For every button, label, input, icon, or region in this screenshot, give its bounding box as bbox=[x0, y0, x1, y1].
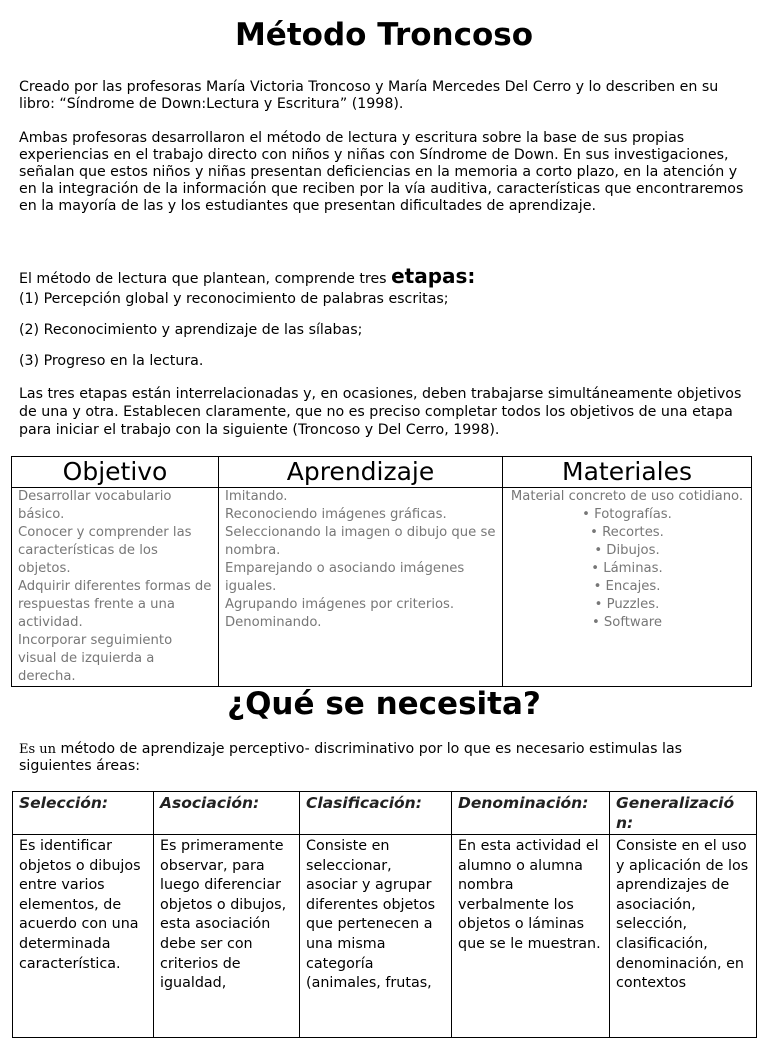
stages-intro bbox=[19, 264, 749, 291]
header-denominacion: Denominación: bbox=[452, 792, 610, 835]
materiales-cell bbox=[503, 488, 752, 687]
materiales-item: • Láminas. bbox=[591, 561, 663, 576]
header-aprendizaje: Aprendizaje bbox=[219, 457, 503, 488]
aprendizaje-item: Emparejando o asociando imágenes iguales. bbox=[225, 561, 465, 594]
areas-table-header bbox=[13, 792, 757, 835]
header-generalizacion: Generalización: bbox=[610, 792, 757, 835]
stage-2: (2) Reconocimiento y aprendizaje de las sílabas; bbox=[19, 322, 363, 338]
objectives-table bbox=[11, 456, 752, 687]
stage-3: (3) Progreso en la lectura. bbox=[19, 353, 204, 369]
seleccion-cell: Es identificar objetos o dibujos entre varios elementos, de acuerdo con una determinada característica. bbox=[13, 835, 154, 1038]
need-paragraph bbox=[19, 741, 749, 775]
objectives-table-header bbox=[12, 457, 752, 488]
section-subtitle: ¿Qué se necesita? bbox=[227, 686, 541, 722]
need-text: método de aprendizaje perceptivo- discriminativo por lo que es necesario estimulas las siguientes áreas: bbox=[19, 741, 683, 774]
need-es-un: Es un bbox=[19, 742, 57, 757]
stages-word: etapas: bbox=[391, 264, 476, 288]
intro-paragraph: Creado por las profesoras María Victoria Troncoso y María Mercedes Del Cerro y lo describen en su libro: “Síndrome de Down:Lectura y Escritura” (1998). bbox=[19, 79, 719, 112]
areas-table bbox=[12, 791, 757, 1038]
stage-1: (1) Percepción global y reconocimiento de palabras escritas; bbox=[19, 291, 449, 307]
header-asociacion: Asociación: bbox=[154, 792, 300, 835]
aprendizaje-item: Seleccionando la imagen o dibujo que se nombra. bbox=[225, 525, 496, 558]
objetivo-item: Adquirir diferentes formas de respuestas frente a una actividad. bbox=[18, 579, 212, 630]
materiales-item: • Dibujos. bbox=[594, 543, 660, 558]
header-clasificacion: Clasificación: bbox=[300, 792, 452, 835]
header-objetivo: Objetivo bbox=[12, 457, 219, 488]
materiales-item: • Puzzles. bbox=[594, 597, 660, 612]
header-materiales: Materiales bbox=[503, 457, 752, 488]
stages-relation-paragraph: Las tres etapas están interrelacionadas y, en ocasiones, deben trabajarse simultáneamente objetivos de una y otra. Establecen claramente, que no es preciso completar todos los objetivos de una etapa para iniciar el trabajo con la siguiente (Troncoso y Del Cerro, 1998). bbox=[19, 386, 742, 438]
objetivo-item: Incorporar seguimiento visual de izquierda a derecha. bbox=[18, 633, 173, 684]
clasificacion-cell: Consiste en seleccionar, asociar y agrupar diferentes objetos que pertenecen a una misma categoría (animales, frutas, bbox=[300, 835, 452, 1038]
aprendizaje-item: Imitando. bbox=[225, 489, 288, 504]
description-paragraph: Ambas profesoras desarrollaron el método de lectura y escritura sobre la base de sus propias experiencias en el trabajo directo con niños y niñas con Síndrome de Down. En sus investigaciones, señalan que estos niños y niñas presentan deficiencias en la memoria a corto plazo, en la atención y en la integración de la información que reciben por la vía auditiva, características que encontraremos en la mayoría de las y los estudiantes que presentan dificultades de aprendizaje. bbox=[19, 130, 744, 214]
materiales-item: • Recortes. bbox=[590, 525, 664, 540]
areas-table-row bbox=[13, 835, 757, 1038]
aprendizaje-item: Agrupando imágenes por criterios. bbox=[225, 597, 455, 612]
aprendizaje-item: Reconociendo imágenes gráficas. bbox=[225, 507, 447, 522]
stages-intro-text: El método de lectura que plantean, comprende tres bbox=[19, 271, 392, 287]
objetivo-item: Conocer y comprender las características de los objetos. bbox=[18, 525, 192, 576]
generalizacion-cell: Consiste en el uso y aplicación de los aprendizajes de asociación, selección, clasificación, denominación, en contextos bbox=[610, 835, 757, 1038]
materiales-item: • Encajes. bbox=[593, 579, 661, 594]
objetivo-item: Desarrollar vocabulario básico. bbox=[18, 489, 172, 522]
aprendizaje-item: Denominando. bbox=[225, 615, 322, 630]
page-title: Método Troncoso bbox=[234, 17, 534, 53]
objectives-table-row bbox=[12, 488, 752, 687]
header-seleccion: Selección: bbox=[13, 792, 154, 835]
materiales-item: • Fotografías. bbox=[582, 507, 672, 522]
materiales-item: Material concreto de uso cotidiano. bbox=[510, 489, 744, 504]
asociacion-cell: Es primeramente observar, para luego diferenciar objetos o dibujos, esta asociación debe ser con criterios de igualdad, bbox=[154, 835, 300, 1038]
denominacion-cell: En esta actividad el alumno o alumna nombra verbalmente los objetos o láminas que se le muestran. bbox=[452, 835, 610, 1038]
materiales-item: • Software bbox=[591, 615, 663, 630]
aprendizaje-cell bbox=[219, 488, 503, 687]
objetivo-cell bbox=[12, 488, 219, 687]
